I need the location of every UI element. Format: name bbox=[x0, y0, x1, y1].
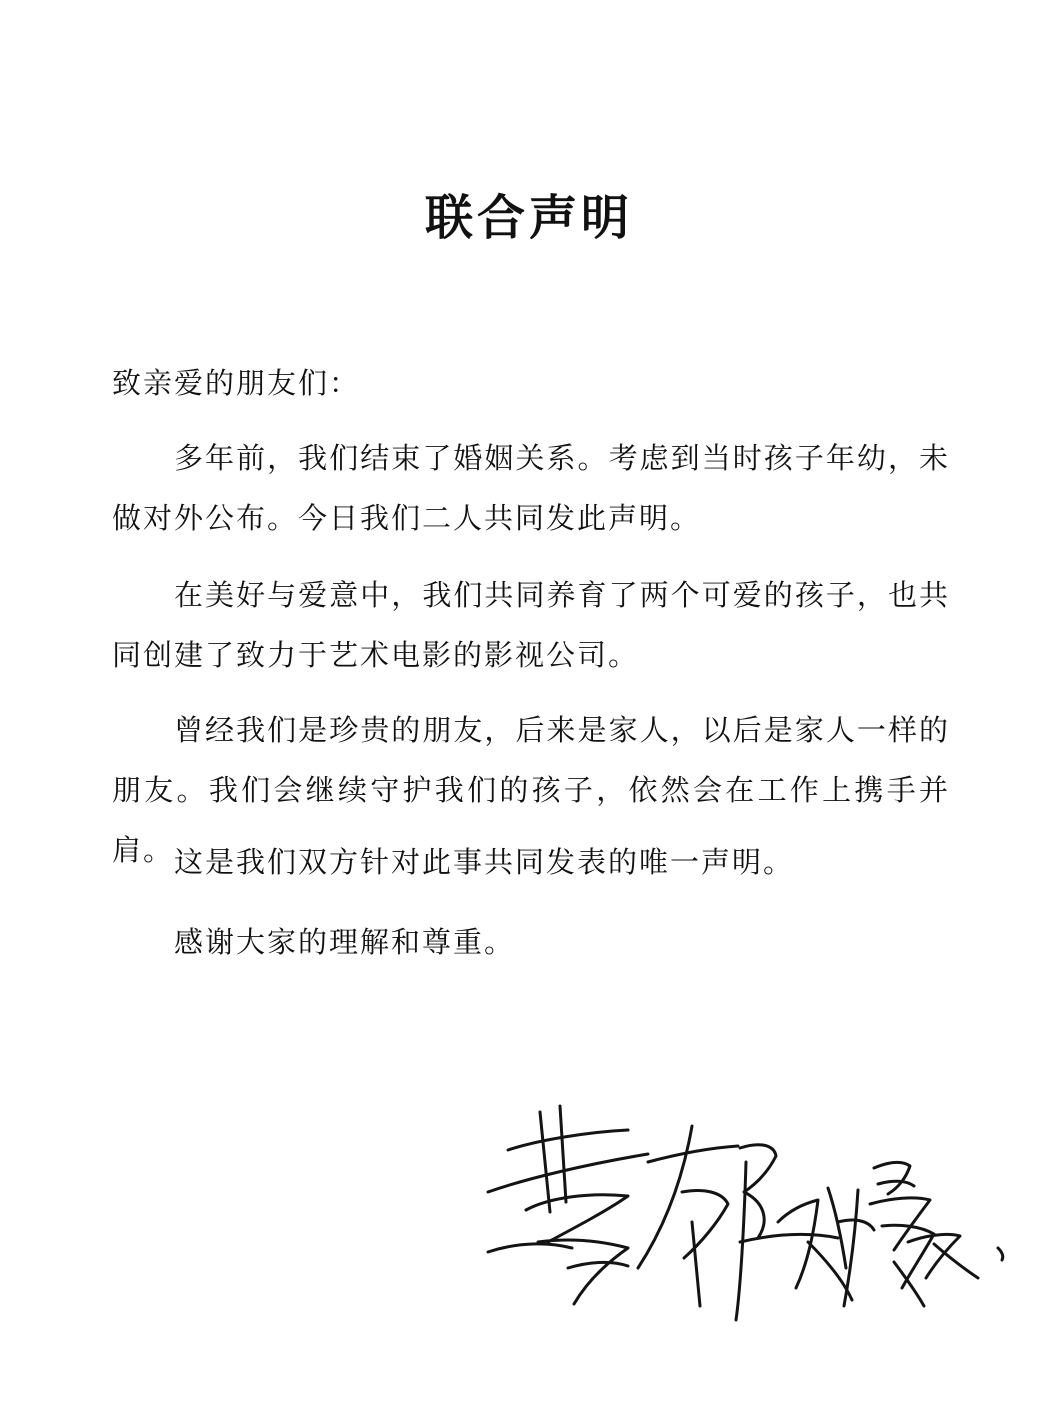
paragraph-only-statement: 这是我们双方针对此事共同发表的唯一声明。 bbox=[174, 845, 795, 879]
paragraph-divorce: 多年前，我们结束了婚姻关系。考虑到当时孩子年幼，未做对外公布。今日我们二人共同发此声明。 bbox=[112, 441, 950, 535]
paragraph-thanks: 感谢大家的理解和尊重。 bbox=[174, 925, 516, 959]
handwritten-signature-icon bbox=[478, 1092, 1018, 1332]
salutation: 致亲爱的朋友们： bbox=[112, 366, 361, 400]
statement-title: 联合声明 bbox=[424, 190, 633, 246]
paragraph-children-company: 在美好与爱意中，我们共同养育了两个可爱的孩子，也共同创建了致力于艺术电影的影视公司。 bbox=[112, 578, 950, 672]
paragraph-friends-family: 曾经我们是珍贵的朋友，后来是家人，以后是家人一样的朋友。我们会继续守护我们的孩子，依然会在工作上携手并肩。 bbox=[112, 713, 950, 867]
